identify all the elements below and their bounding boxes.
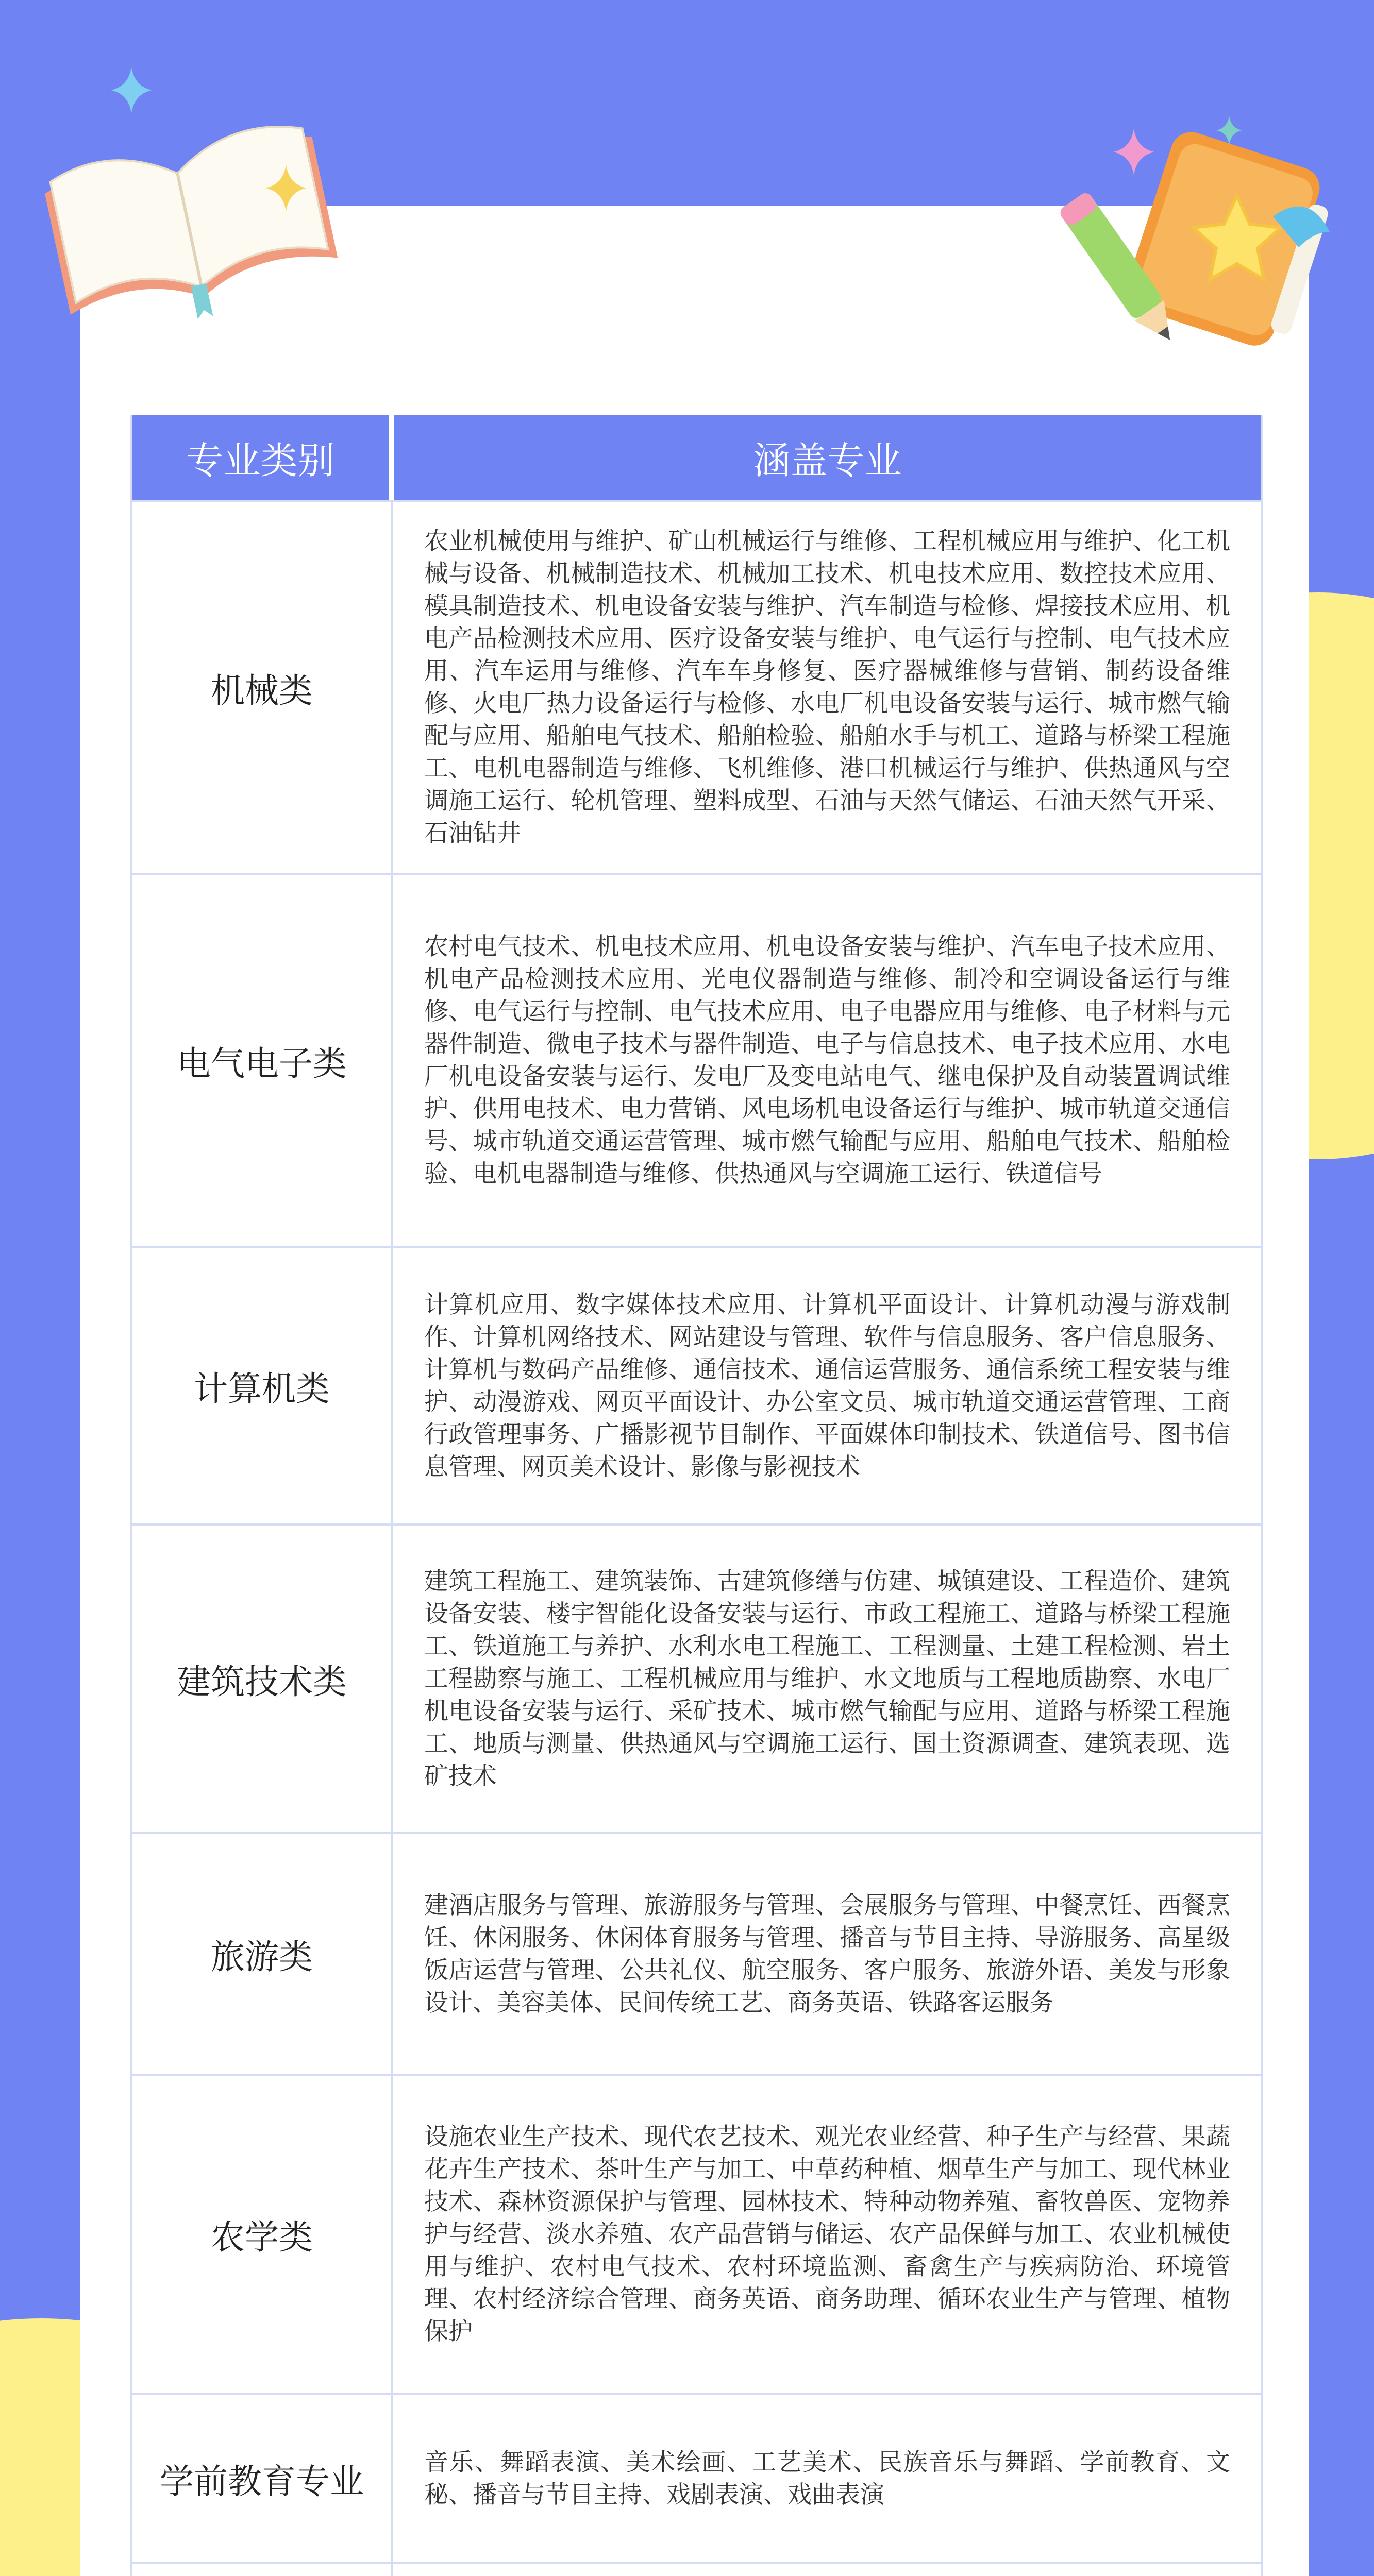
table-header bbox=[132, 415, 1261, 500]
majors-cell: 农业机械使用与维护、矿山机械运行与维修、工程机械应用与维护、化工机械与设备、机械制造技术、机械加工技术、机电技术应用、数控技术应用、模具制造技术、机电设备安装与维护、汽车制造与检修、焊接技术应用、机电产品检测技术应用、医疗设备安装与维护、电气运行与控制、电气技术应用、汽车运用与维修、汽车车身修复、医疗器械维修与营销、制药设备维修、火电厂热力设备运行与检修、水电厂机电设备安装与运行、城市燃气输配与应用、船舶电气技术、船舶检验、船舶水手与机工、道路与桥梁工程施工、电机电器制造与维修、飞机维修、港口机械运行与维护、供热通风与空调施工运行、轮机管理、塑料成型、石油与天然气储运、石油天然气开采、石油钻井 bbox=[424, 527, 1230, 848]
majors-cell: 设施农业生产技术、现代农艺技术、观光农业经营、种子生产与经营、果蔬花卉生产技术、茶叶生产与加工、中草药种植、烟草生产与加工、现代林业技术、森林资源保护与管理、园林技术、特种动物养殖、畜牧兽医、宠物养护与经营、淡水养殖、农产品营销与储运、农产品保鲜与加工、农业机械使用与维护、农村电气技术、农村环境监测、畜禽生产与疾病防治、环境管理、农村经济综合管理、商务英语、商务助理、循环农业生产与管理、植物保护 bbox=[424, 2123, 1230, 2346]
majors-cell: 建筑工程施工、建筑装饰、古建筑修缮与仿建、城镇建设、工程造价、建筑设备安装、楼宇智能化设备安装与运行、市政工程施工、道路与桥梁工程施工、铁道施工与养护、水利水电工程施工、工程测量、土建工程检测、岩土工程勘察与施工、工程机械应用与维护、水文地质与工程地质勘察、水电厂机电设备安装与运行、采矿技术、城市燃气输配与应用、道路与桥梁工程施工、地质与测量、供热通风与空调施工运行、国土资源调查、建筑表现、选矿技术 bbox=[424, 1567, 1230, 1790]
sparkle-star-icon bbox=[1216, 116, 1242, 145]
sparkle-star-icon bbox=[111, 67, 152, 113]
table-row bbox=[132, 2393, 1261, 2562]
header-majors: 涵盖专业 bbox=[394, 415, 1261, 500]
category-cell: 农学类 bbox=[132, 2076, 393, 2393]
category-cell: 建筑技术类 bbox=[132, 1526, 393, 1832]
table-row bbox=[132, 873, 1261, 1246]
table-row bbox=[132, 2074, 1261, 2393]
table-row bbox=[132, 1832, 1261, 2074]
sparkle-star-icon bbox=[1113, 129, 1154, 175]
majors-cell: 农村电气技术、机电技术应用、机电设备安装与维护、汽车电子技术应用、机电产品检测技术应用、光电仪器制造与维修、制冷和空调设备运行与维修、电气运行与控制、电气技术应用、电子电器应用与维修、电子材料与元器件制造、微电子技术与器件制造、电子与信息技术、电子技术应用、水电厂机电设备安装与运行、发电厂及变电站电气、继电保护及自动装置调试维护、供用电技术、电力营销、风电场机电设备运行与维护、城市轨道交通信号、城市轨道交通运营管理、城市燃气输配与应用、船舶电气技术、船舶检验、电机电器制造与维修、供热通风与空调施工运行、铁道信号 bbox=[424, 933, 1230, 1188]
notebook-pencil-illustration bbox=[1051, 113, 1340, 381]
category-cell: 学前教育专业 bbox=[132, 2395, 393, 2562]
majors-cell: 计算机应用、数字媒体技术应用、计算机平面设计、计算机动漫与游戏制作、计算机网络技术、网站建设与管理、软件与信息服务、客户信息服务、计算机与数码产品维修、通信技术、通信运营服务、通信系统工程安装与维护、动漫游戏、网页平面设计、办公室文员、城市轨道交通运营管理、工商行政管理事务、广播影视节目制作、平面媒体印制技术、铁道信号、图书信息管理、网页美术设计、影像与影视技术 bbox=[424, 1290, 1230, 1481]
table-row bbox=[132, 500, 1261, 873]
majors-cell: 建酒店服务与管理、旅游服务与管理、会展服务与管理、中餐烹饪、西餐烹饪、休闲服务、休闲体育服务与管理、播音与节目主持、导游服务、高星级饭店运营与管理、公共礼仪、航空服务、客户服务、旅游外语、美发与形象设计、美容美体、民间传统工艺、商务英语、铁路客运服务 bbox=[424, 1891, 1230, 2017]
category-cell bbox=[132, 2564, 393, 2576]
header-category: 专业类别 bbox=[132, 415, 389, 500]
majors-table bbox=[130, 415, 1263, 2576]
table-row bbox=[132, 1246, 1261, 1523]
category-cell: 电气电子类 bbox=[132, 875, 393, 1246]
category-cell: 计算机类 bbox=[132, 1248, 393, 1523]
table-row bbox=[132, 2562, 1261, 2576]
sparkle-star-icon bbox=[265, 165, 307, 211]
category-cell: 机械类 bbox=[132, 502, 393, 873]
table-row bbox=[132, 1523, 1261, 1832]
majors-cell: 音乐、舞蹈表演、美术绘画、工艺美术、民族音乐与舞蹈、学前教育、文秘、播音与节目主持、戏剧表演、戏曲表演 bbox=[424, 2448, 1230, 2509]
majors-cell bbox=[393, 2564, 1261, 2576]
category-cell: 旅游类 bbox=[132, 1834, 393, 2074]
